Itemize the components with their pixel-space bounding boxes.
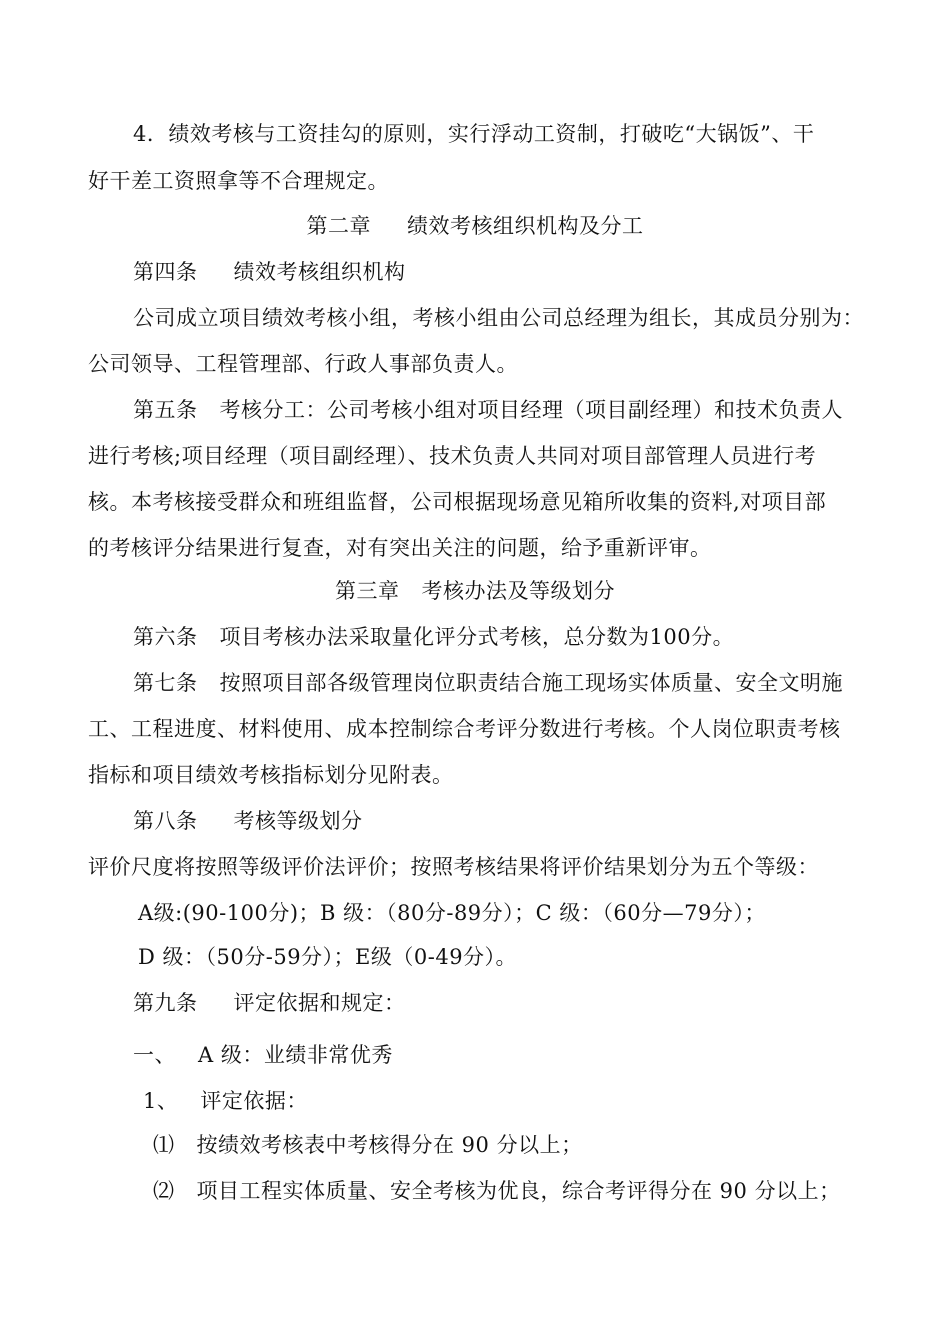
article-6-line — [133, 622, 734, 652]
grade-ranges-line-1: A级:(90-100分)；B 级：（80分-89分）；C 级：（60分—79分）； — [138, 901, 766, 925]
section-1-number: 一、 — [133, 1043, 176, 1067]
chapter-3-heading — [0, 576, 950, 606]
paragraph-principle-4-line-1: 4．绩效考核与工资挂勾的原则，实行浮动工资制，打破吃“大锅饭”、干 — [133, 122, 815, 146]
article-7-number: 第七条 — [133, 671, 198, 695]
item-1-number: 1、 — [143, 1089, 179, 1113]
section-1-title: A 级：业绩非常优秀 — [198, 1043, 393, 1067]
chapter-2-heading — [0, 211, 950, 241]
item-1-title: 评定依据： — [200, 1089, 308, 1113]
article-9-number: 第九条 — [133, 991, 198, 1015]
article-7-line-3: 指标和项目绩效考核指标划分见附表。 — [88, 763, 454, 787]
sub-item-2-number: ⑵ — [153, 1179, 175, 1203]
section-1-heading — [133, 1040, 393, 1070]
chapter-3-number: 第三章 — [335, 579, 400, 603]
article-5-text-1: 考核分工：公司考核小组对项目经理（项目副经理）和技术负责人 — [219, 398, 843, 422]
article-4-number: 第四条 — [133, 260, 198, 284]
chapter-3-title: 考核办法及等级划分 — [421, 579, 615, 603]
article-7-line-2: 工、工程进度、材料使用、成本控制综合考评分数进行考核。个人岗位职责考核 — [88, 717, 841, 741]
article-9-title: 评定依据和规定： — [233, 991, 406, 1015]
article-5-line-1 — [133, 395, 843, 425]
item-1-heading — [143, 1086, 308, 1116]
article-8-number: 第八条 — [133, 809, 198, 833]
article-6-text: 项目考核办法采取量化评分式考核，总分数为100分。 — [219, 625, 735, 649]
article-5-line-2: 进行考核;项目经理（项目副经理）、技术负责人共同对项目部管理人员进行考 — [88, 444, 817, 468]
chapter-2-title: 绩效考核组织机构及分工 — [407, 214, 644, 238]
article-7-line-1 — [133, 668, 843, 698]
article-7-text-1: 按照项目部各级管理岗位职责结合施工现场实体质量、安全文明施 — [219, 671, 843, 695]
grade-ranges-line-2: D 级：（50分-59分）；E级（0-49分）。 — [138, 945, 518, 969]
article-9-heading — [133, 988, 406, 1018]
chapter-2-number: 第二章 — [306, 214, 371, 238]
sub-item-1 — [153, 1130, 583, 1160]
sub-item-2-text: 项目工程实体质量、安全考核为优良，综合考评得分在 90 分以上； — [196, 1179, 841, 1203]
article-6-number: 第六条 — [133, 625, 198, 649]
sub-item-1-number: ⑴ — [153, 1133, 175, 1157]
article-5-line-4: 的考核评分结果进行复查，对有突出关注的问题，给予重新评审。 — [88, 536, 712, 560]
article-4-heading — [133, 257, 406, 287]
sub-item-2 — [153, 1176, 841, 1206]
paragraph-principle-4-line-2: 好干差工资照拿等不合理规定。 — [88, 169, 389, 193]
paragraph-team-line-2: 公司领导、工程管理部、行政人事部负责人。 — [88, 352, 518, 376]
article-5-number: 第五条 — [133, 398, 198, 422]
paragraph-evaluation-scale: 评价尺度将按照等级评价法评价；按照考核结果将评价结果划分为五个等级： — [88, 855, 819, 879]
article-8-title: 考核等级划分 — [233, 809, 363, 833]
article-5-line-3: 核。本考核接受群众和班组监督，公司根据现场意见箱所收集的资料,对项目部 — [88, 490, 827, 514]
article-4-title: 绩效考核组织机构 — [233, 260, 406, 284]
paragraph-team-line-1: 公司成立项目绩效考核小组，考核小组由公司总经理为组长，其成员分别为： — [133, 306, 864, 330]
article-8-heading — [133, 806, 363, 836]
sub-item-1-text: 按绩效考核表中考核得分在 90 分以上； — [196, 1133, 583, 1157]
